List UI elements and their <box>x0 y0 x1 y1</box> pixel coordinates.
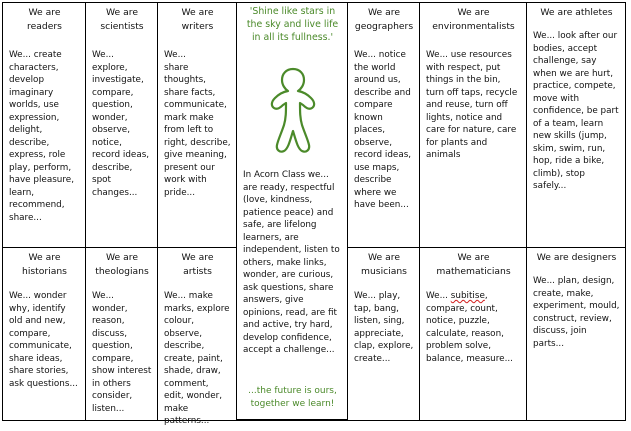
cell-geographers <box>348 3 420 248</box>
cell-text: We... explore, investigate, compare, question, wonder, observe, notice, record ideas, describe, spot changes... <box>92 50 150 198</box>
text-end: , compare, count, notice, puzzle, calculate, reason, problem solve, balance, measure... <box>426 291 513 364</box>
cell-text: We... look after our bodies, accept challenge, say when we are hurt, practice, compete, move with confidence, be part of a team, learn new skills (jump, skim, swim, run, hop, ride a bike, climb), stop safely... <box>533 31 619 191</box>
curriculum-grid <box>2 2 626 426</box>
text-start: We... <box>426 291 451 301</box>
cell-text <box>426 290 521 365</box>
cell-text: We... wonder, reason, discuss, question, compare, show interest in others consider, listen... <box>92 291 152 414</box>
cell-text: We... play, tap, bang, listen, sing, appreciate, clap, explore, create... <box>354 291 414 364</box>
cell-heading: We are readers <box>27 7 62 32</box>
class-closing-line: ...the future is ours, together we learn! <box>248 386 337 409</box>
gingerbread-figure-icon <box>267 65 319 155</box>
cell-heading: We are artists <box>181 252 214 277</box>
cell-heading: We are musicians <box>361 252 407 277</box>
cell-heading: We are designers <box>536 252 617 263</box>
cell-writers <box>158 3 237 248</box>
cell-musicians <box>348 248 420 420</box>
cell-heading: We are theologians <box>95 252 149 277</box>
cell-mathematicians <box>420 248 527 420</box>
cell-historians <box>3 248 86 420</box>
cell-environmentalists <box>420 3 527 248</box>
cell-text: We... notice the world around us, describe and compare known places, observe, record ideas, use maps, describe where we have been... <box>354 50 412 210</box>
cell-text: We... wonder why, identify old and new, compare, communicate, share ideas, share stories, ask questions... <box>9 291 78 389</box>
cell-artists <box>158 248 237 426</box>
cell-heading: We are historians <box>22 252 67 277</box>
cell-text: We... plan, design, create, make, experiment, mould, construct, review, discuss, join parts... <box>533 276 620 349</box>
cell-readers <box>3 3 86 248</box>
cell-scientists <box>86 3 158 248</box>
cell-text: We... make marks, explore colour, observe, describe, create, paint, shade, draw, comment, edit, wonder, make patterns... <box>164 291 230 426</box>
cell-heading: We are mathematicians <box>436 252 511 277</box>
cell-acorn-class <box>237 3 348 420</box>
cell-heading: We are writers <box>181 7 214 32</box>
cell-athletes <box>527 3 625 248</box>
cell-heading: We are scientists <box>100 7 144 32</box>
cell-heading: We are geographers <box>354 7 414 32</box>
cell-text: We... share thoughts, share facts, communicate, mark make from left to right, describe, give meaning, present our work with pride... <box>164 50 231 198</box>
cell-heading: We are athletes <box>540 7 613 18</box>
spellcheck-underlined-word: subitise <box>450 291 485 301</box>
cell-text: We... create characters, develop imaginary worlds, use expression, delight, describe, express, role play, perform, have pleasure, learn, recommend, share... <box>9 50 75 223</box>
class-motto: 'Shine like stars in the sky and live life in all its fullness.' <box>246 6 339 43</box>
cell-designers <box>527 248 625 420</box>
cell-heading: We are environmentalists <box>432 7 515 32</box>
cell-text: We... use resources with respect, put things in the bin, turn off taps, recycle and reuse, turn off lights, notice and care for nature, care for plants and animals <box>426 50 518 160</box>
cell-theologians <box>86 248 158 420</box>
class-values-text: In Acorn Class we... are ready, respectful (love, kindness, patience peace) and safe, are lifelong learners, are independent, listen to others, make links, wonder, are curious, ask questions, share answers, give opinions, read, are fit and active, try hard, develop confidence, accept a challenge... <box>243 170 340 355</box>
